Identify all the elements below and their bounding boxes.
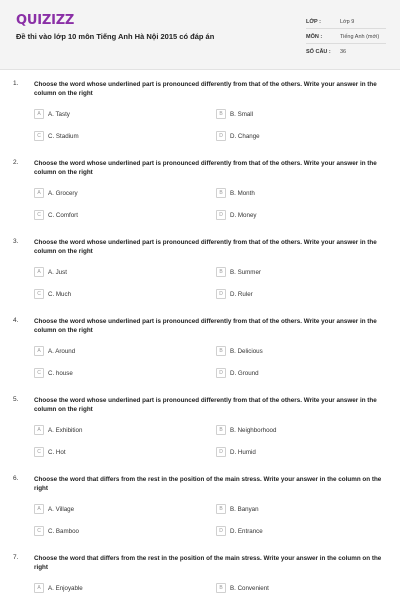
meta-label: SỐ CÂU :: [306, 48, 331, 55]
meta-value: Lớp 9: [340, 18, 355, 25]
option-text: D. Entrance: [230, 527, 263, 535]
question-number: 2.: [13, 159, 19, 166]
option-text: A. Tasty: [48, 110, 70, 118]
question-text: Choose the word whose underlined part is pronounced differently from that of the others. Write your answer in the column on the right: [34, 239, 377, 255]
answer-option-a[interactable]: [34, 504, 74, 514]
meta-divider: [306, 43, 386, 44]
option-text: A. Enjoyable: [48, 584, 83, 592]
document-title: Đề thi vào lớp 10 môn Tiếng Anh Hà Nội 2015 có đáp án: [16, 32, 215, 41]
option-letter-box: B: [216, 109, 226, 119]
answer-option-b[interactable]: [216, 425, 276, 435]
answer-option-a[interactable]: [34, 346, 75, 356]
answer-option-d[interactable]: [216, 447, 256, 457]
answer-option-a[interactable]: [34, 267, 67, 277]
option-letter-box: C: [34, 447, 44, 457]
option-text: D. Humid: [230, 448, 256, 456]
option-letter-box: B: [216, 267, 226, 277]
option-text: B. Small: [230, 110, 254, 118]
option-text: A. Grocery: [48, 189, 78, 197]
meta-label: LỚP :: [306, 18, 321, 25]
option-letter-box: A: [34, 504, 44, 514]
meta-info: [306, 14, 379, 59]
answer-option-a[interactable]: [34, 188, 78, 198]
answer-option-d[interactable]: [216, 289, 253, 299]
answer-option-a[interactable]: [34, 425, 82, 435]
option-text: C. Much: [48, 290, 72, 298]
option-text: B. Convenient: [230, 584, 269, 592]
answer-option-b[interactable]: [216, 504, 259, 514]
question-number: 3.: [13, 238, 19, 245]
answer-option-b[interactable]: [216, 583, 269, 593]
answer-option-b[interactable]: [216, 188, 255, 198]
option-letter-box: C: [34, 289, 44, 299]
answer-option-a[interactable]: [34, 583, 83, 593]
meta-value: 36: [340, 48, 347, 55]
answer-option-d[interactable]: [216, 210, 256, 220]
option-text: C. Stadium: [48, 132, 79, 140]
question-number: 4.: [13, 317, 19, 324]
answer-option-d[interactable]: [216, 526, 263, 536]
answer-option-d[interactable]: [216, 131, 260, 141]
option-letter-box: A: [34, 583, 44, 593]
option-text: C. Hot: [48, 448, 66, 456]
answer-option-b[interactable]: [216, 109, 253, 119]
option-text: A. Around: [48, 347, 76, 355]
option-text: C. house: [48, 369, 73, 377]
answer-option-a[interactable]: [34, 109, 70, 119]
question-text: Choose the word whose underlined part is pronounced differently from that of the others. Write your answer in the column on the right: [34, 397, 377, 413]
option-text: A. Exhibition: [48, 426, 83, 434]
answer-option-c[interactable]: [34, 526, 79, 536]
option-letter-box: B: [216, 188, 226, 198]
option-letter-box: A: [34, 109, 44, 119]
option-letter-box: C: [34, 210, 44, 220]
option-letter-box: D: [216, 447, 226, 457]
option-text: B. Neighborhood: [230, 426, 277, 434]
meta-row-count: [306, 44, 379, 59]
option-letter-box: A: [34, 425, 44, 435]
option-letter-box: B: [216, 346, 226, 356]
option-letter-box: D: [216, 210, 226, 220]
answer-option-c[interactable]: [34, 210, 78, 220]
question-number: 1.: [13, 80, 19, 87]
meta-label: MÔN :: [306, 33, 323, 40]
meta-divider: [306, 28, 386, 29]
option-text: A. Village: [48, 505, 75, 513]
option-letter-box: B: [216, 504, 226, 514]
question-text: Choose the word whose underlined part is pronounced differently from that of the others. Write your answer in the column on the right: [34, 318, 377, 334]
answer-option-b[interactable]: [216, 267, 261, 277]
question-text: Choose the word that differs from the rest in the position of the main stress. Write your answer in the column on the right: [34, 476, 382, 492]
question-text: Choose the word whose underlined part is pronounced differently from that of the others. Write your answer in the column on the right: [34, 160, 377, 176]
meta-row-subject: [306, 29, 379, 44]
meta-row-class: [306, 14, 379, 29]
option-letter-box: B: [216, 425, 226, 435]
option-text: D. Money: [230, 211, 257, 219]
option-text: A. Just: [48, 268, 67, 276]
option-letter-box: A: [34, 188, 44, 198]
question-number: 7.: [13, 554, 19, 561]
option-letter-box: D: [216, 131, 226, 141]
option-text: C. Comfort: [48, 211, 78, 219]
option-text: D. Ground: [230, 369, 259, 377]
option-text: B. Month: [230, 189, 255, 197]
quizizz-logo: QUIZIZZ: [16, 13, 75, 28]
option-letter-box: C: [34, 526, 44, 536]
document-header: [0, 0, 400, 70]
answer-option-c[interactable]: [34, 289, 71, 299]
option-text: D. Change: [230, 132, 260, 140]
answer-option-c[interactable]: [34, 368, 73, 378]
question-number: 6.: [13, 475, 19, 482]
option-letter-box: B: [216, 583, 226, 593]
answer-option-d[interactable]: [216, 368, 259, 378]
answer-option-c[interactable]: [34, 131, 79, 141]
answer-option-b[interactable]: [216, 346, 263, 356]
option-text: B. Banyan: [230, 505, 259, 513]
option-letter-box: C: [34, 131, 44, 141]
answer-option-c[interactable]: [34, 447, 66, 457]
option-text: C. Bamboo: [48, 527, 79, 535]
option-text: B. Delicious: [230, 347, 263, 355]
option-text: D. Ruler: [230, 290, 253, 298]
meta-value: Tiếng Anh (mới): [340, 33, 380, 40]
option-letter-box: D: [216, 526, 226, 536]
option-text: B. Summer: [230, 268, 261, 276]
option-letter-box: D: [216, 368, 226, 378]
option-letter-box: A: [34, 267, 44, 277]
question-text: Choose the word whose underlined part is pronounced differently from that of the others. Write your answer in the column on the right: [34, 81, 377, 97]
option-letter-box: C: [34, 368, 44, 378]
question-number: 5.: [13, 396, 19, 403]
question-text: Choose the word that differs from the rest in the position of the main stress. Write your answer in the column on the right: [34, 555, 382, 571]
option-letter-box: D: [216, 289, 226, 299]
option-letter-box: A: [34, 346, 44, 356]
